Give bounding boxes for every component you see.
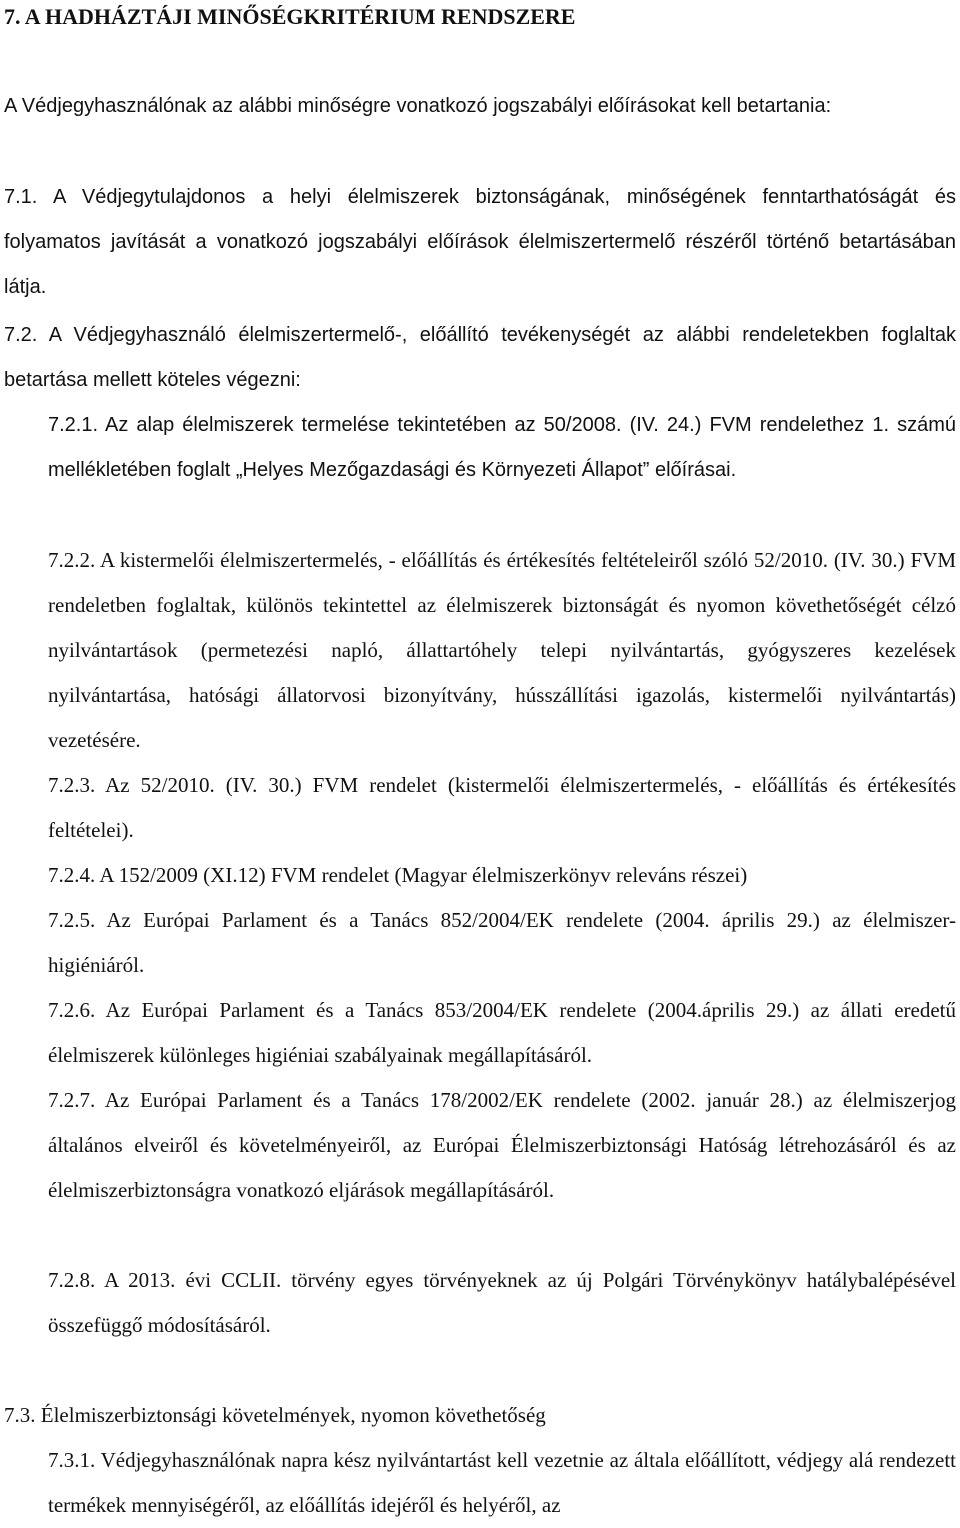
- paragraph-7-2-5: 7.2.5. Az Európai Parlament és a Tanács 852/2004/EK rendelete (2004. április 29.) az élelmiszer-higiéniáról.: [48, 908, 956, 977]
- section-heading: 7. A HADHÁZTÁJI MINŐSÉGKRITÉRIUM RENDSZERE: [4, 4, 576, 29]
- paragraph-7-2-8: 7.2.8. A 2013. évi CCLII. törvény egyes törvényeknek az új Polgári Törvénykönyv hatálybalépésével összefüggő módosításáról.: [48, 1268, 956, 1337]
- paragraph-7-3-1: 7.3.1. Védjegyhasználónak napra kész nyilvántartást kell vezetnie az általa előállított, védjegy alá rendezett termékek mennyiségéről, az előállítás idejéről és helyéről, az: [48, 1448, 956, 1517]
- paragraph-7-3: 7.3. Élelmiszerbiztonsági követelmények, nyomon követhetőség: [4, 1403, 546, 1427]
- paragraph-7-2-7: 7.2.7. Az Európai Parlament és a Tanács 178/2002/EK rendelete (2002. január 28.) az élelmiszerjog általános elveiről és követelményeiről, az Európai Élelmiszerbiztonsági Hatóság létrehozásáról és az élelmiszerbiztonságra vonatkozó eljárások megállapításáról.: [48, 1088, 956, 1202]
- paragraph-7-1: 7.1. A Védjegytulajdonos a helyi élelmiszerek biztonságának, minőségének fenntarthatóságát és folyamatos javítását a vonatkozó jogszabályi előírások élelmiszertermelő részéről történő betartásában látja.: [4, 186, 956, 298]
- paragraph-7-2-6: 7.2.6. Az Európai Parlament és a Tanács 853/2004/EK rendelete (2004.április 29.) az állati eredetű élelmiszerek különleges higiéniai szabályainak megállapításáról.: [48, 998, 956, 1067]
- paragraph-7-2-1: 7.2.1. Az alap élelmiszerek termelése tekintetében az 50/2008. (IV. 24.) FVM rendelethez 1. számú mellékletében foglalt „Helyes Mezőgazdasági és Környezeti Állapot” előírásai.: [48, 414, 956, 481]
- intro-paragraph: A Védjegyhasználónak az alábbi minőségre vonatkozó jogszabályi előírásokat kell betartania:: [4, 95, 832, 117]
- paragraph-7-2-2: 7.2.2. A kistermelői élelmiszertermelés, - előállítás és értékesítés feltételeiről szóló 52/2010. (IV. 30.) FVM rendeletben foglaltak, különös tekintettel az élelmiszerek biztonságát és nyomon követhetőségét célzó nyilvántartások (permetezési napló, állattartóhely telepi nyilvántartás, gyógyszeres kezelések nyilvántartása, hatósági állatorvosi bizonyítvány, hússzállítási igazolás, kistermelői nyilvántartás) vezetésére.: [48, 548, 956, 752]
- paragraph-7-2-4: 7.2.4. A 152/2009 (XI.12) FVM rendelet (Magyar élelmiszerkönyv releváns részei): [48, 863, 748, 887]
- paragraph-7-2-3: 7.2.3. Az 52/2010. (IV. 30.) FVM rendelet (kistermelői élelmiszertermelés, - előállítás és értékesítés feltételei).: [48, 773, 956, 842]
- paragraph-7-2: 7.2. A Védjegyhasználó élelmiszertermelő-, előállító tevékenységét az alábbi rendeletekben foglaltak betartása mellett köteles végezni:: [4, 324, 956, 391]
